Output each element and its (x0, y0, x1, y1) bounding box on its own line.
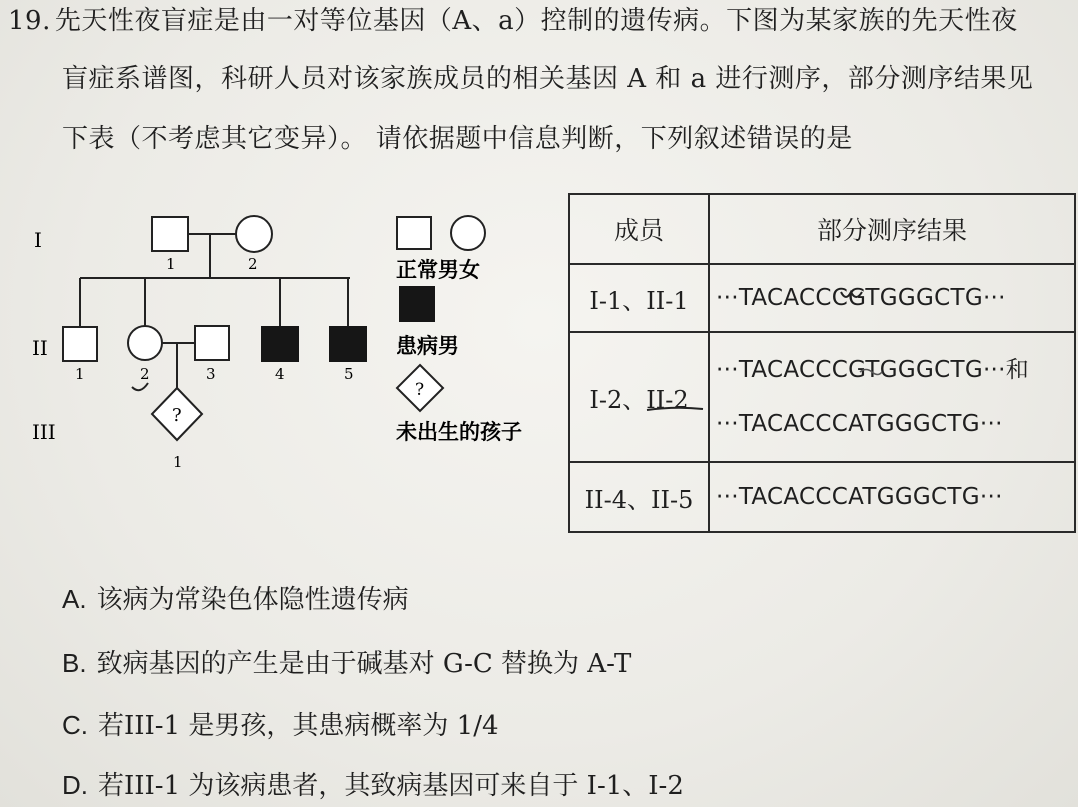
sequence-text: ···TACACCCATGGGCTG··· (716, 484, 1003, 510)
result-cell (709, 332, 1075, 462)
option-a-text: 该病为常染色体隐性遗传病 (96, 585, 409, 615)
member-cell: I-1、II-1 (569, 264, 709, 332)
legend-normal-male-symbol (397, 217, 431, 249)
question-line-1 (8, 4, 1018, 38)
result-cell (709, 264, 1075, 332)
result-cell (709, 462, 1075, 532)
generation-label-iii: III (32, 420, 56, 444)
legend-unborn-label: 未出生的孩子 (396, 419, 522, 444)
individual-ii-3-normal-male (195, 326, 229, 360)
generation-label-i: I (34, 228, 42, 252)
option-d-text: 若III-1 为该病患者，其致病基因可来自于 I-1、I-2 (98, 771, 684, 801)
label-i-2: 2 (248, 255, 258, 273)
individual-i-1-normal-male (152, 217, 188, 251)
table-row (569, 462, 1075, 532)
sequencing-table (568, 193, 1076, 533)
question-line-3: 下表（不考虑其它变异）。 请依据题中信息判断，下列叙述错误的是 (62, 124, 853, 154)
option-d[interactable] (62, 768, 684, 803)
legend-unknown-mark: ? (415, 380, 425, 400)
option-c-letter: C. (62, 710, 88, 740)
member-cell: II-4、II-5 (569, 462, 709, 532)
option-b-letter: B. (62, 648, 87, 678)
table-row (569, 264, 1075, 332)
individual-ii-4-affected-male (262, 327, 298, 361)
legend-normal-label: 正常男女 (396, 257, 480, 282)
option-a[interactable] (62, 582, 409, 617)
sequence-text: ···TACACCCGTGGGCTG···和 (716, 357, 1030, 383)
table-header-row (569, 194, 1075, 264)
label-ii-5: 5 (344, 365, 354, 383)
option-d-letter: D. (62, 770, 88, 800)
pen-mark-tick (132, 383, 148, 390)
label-ii-3: 3 (206, 365, 216, 383)
question-text-1: 先天性夜盲症是由一对等位基因（A、a）控制的遗传病。下图为某家族的先天性夜 (54, 6, 1018, 36)
option-c[interactable] (62, 708, 499, 743)
question-line-2: 盲症系谱图，科研人员对该家族成员的相关基因 A 和 a 进行测序，部分测序结果见 (62, 64, 1034, 94)
sequence-text: ···TACACCCGTGGGCTG··· (716, 285, 1006, 311)
individual-ii-5-affected-male (330, 327, 366, 361)
legend-affected-male-symbol (400, 287, 434, 321)
option-c-text: 若III-1 是男孩，其患病概率为 1/4 (98, 711, 499, 741)
option-b-text: 致病基因的产生是由于碱基对 G-C 替换为 A-T (96, 649, 632, 679)
label-ii-4: 4 (275, 365, 285, 383)
pedigree-chart (20, 195, 560, 485)
sequence-text: ···TACACCCATGGGCTG··· (716, 411, 1003, 437)
legend-affected-label: 患病男 (396, 333, 459, 358)
label-ii-2: 2 (140, 365, 150, 383)
table-row (569, 332, 1075, 462)
unknown-mark-iii-1: ? (172, 405, 182, 426)
individual-ii-1-normal-male (63, 327, 97, 361)
member-cell: I-2、II-2 (569, 332, 709, 462)
label-i-1: 1 (166, 255, 176, 273)
header-result: 部分测序结果 (709, 194, 1075, 264)
option-b[interactable] (62, 646, 631, 681)
header-member: 成员 (569, 194, 709, 264)
generation-label-ii: II (32, 336, 48, 360)
label-ii-1: 1 (75, 365, 85, 383)
individual-ii-2-normal-female (128, 326, 162, 360)
label-iii-1: 1 (173, 453, 183, 471)
question-number: 19. (8, 6, 51, 36)
legend-normal-female-symbol (451, 216, 485, 250)
individual-i-2-normal-female (236, 216, 272, 252)
option-a-letter: A. (62, 584, 87, 614)
pedigree-svg (20, 195, 560, 485)
